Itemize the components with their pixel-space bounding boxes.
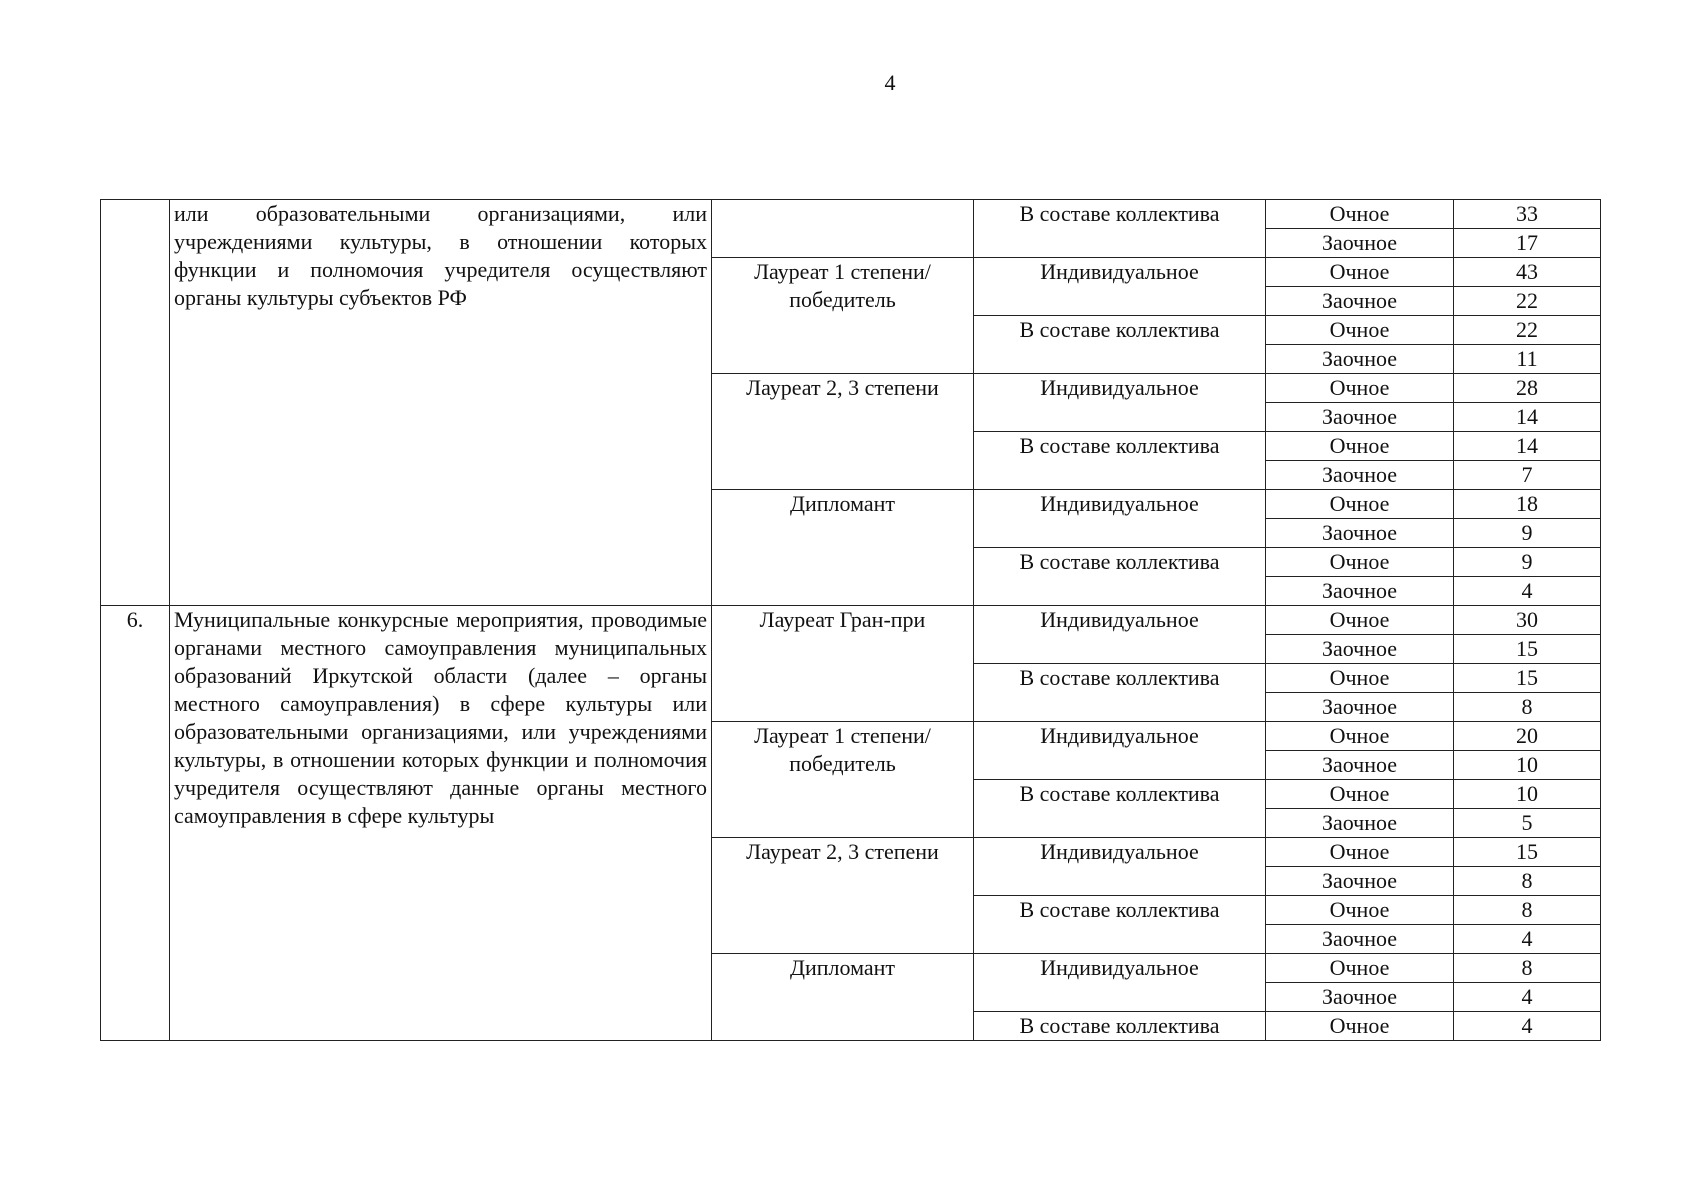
participation-form: Очное (1266, 838, 1454, 867)
participation-type: Индивидуальное (974, 258, 1266, 316)
points-value: 9 (1454, 519, 1601, 548)
section-description: Муниципальные конкурсные мероприятия, проводимые органами местного самоуправления муниципальных образований Иркутской области (далее – органы местного самоуправления) в сфере культуры или образовательными организациями, или учреждениями культуры, в отношении которых функции и полномочия учредителя осуществляют данные органы местного самоуправления в сфере культуры (170, 606, 712, 1041)
points-value: 28 (1454, 374, 1601, 403)
points-value: 17 (1454, 229, 1601, 258)
points-value: 10 (1454, 751, 1601, 780)
points-value: 30 (1454, 606, 1601, 635)
points-value: 22 (1454, 287, 1601, 316)
participation-type: В составе коллектива (974, 432, 1266, 490)
participation-form: Заочное (1266, 345, 1454, 374)
participation-form: Заочное (1266, 751, 1454, 780)
points-value: 43 (1454, 258, 1601, 287)
participation-form: Очное (1266, 316, 1454, 345)
participation-form: Очное (1266, 490, 1454, 519)
participation-form: Заочное (1266, 461, 1454, 490)
award-level: Дипломант (712, 490, 974, 606)
points-value: 33 (1454, 200, 1601, 229)
participation-form: Очное (1266, 722, 1454, 751)
participation-form: Заочное (1266, 635, 1454, 664)
points-value: 15 (1454, 664, 1601, 693)
points-value: 4 (1454, 983, 1601, 1012)
points-value: 9 (1454, 548, 1601, 577)
participation-form: Очное (1266, 432, 1454, 461)
section-number: 6. (101, 606, 170, 1041)
award-level: Лауреат 1 степени/ победитель (712, 258, 974, 374)
points-value: 11 (1454, 345, 1601, 374)
points-value: 4 (1454, 577, 1601, 606)
participation-form: Очное (1266, 200, 1454, 229)
points-value: 10 (1454, 780, 1601, 809)
participation-form: Заочное (1266, 229, 1454, 258)
award-level: Лауреат 2, 3 степени (712, 838, 974, 954)
points-value: 4 (1454, 925, 1601, 954)
points-table (100, 199, 1601, 1041)
participation-form: Заочное (1266, 519, 1454, 548)
points-value: 18 (1454, 490, 1601, 519)
award-level: Лауреат 2, 3 степени (712, 374, 974, 490)
participation-type: Индивидуальное (974, 722, 1266, 780)
participation-type: В составе коллектива (974, 664, 1266, 722)
points-value: 15 (1454, 635, 1601, 664)
participation-type: Индивидуальное (974, 838, 1266, 896)
participation-type: В составе коллектива (974, 896, 1266, 954)
page-number: 4 (884, 70, 896, 95)
participation-form: Заочное (1266, 809, 1454, 838)
participation-type: Индивидуальное (974, 490, 1266, 548)
award-level: Дипломант (712, 954, 974, 1041)
points-value: 4 (1454, 1012, 1601, 1041)
participation-form: Очное (1266, 258, 1454, 287)
participation-type: Индивидуальное (974, 954, 1266, 1012)
points-value: 5 (1454, 809, 1601, 838)
points-value: 14 (1454, 432, 1601, 461)
table-row (101, 606, 1601, 635)
participation-form: Очное (1266, 548, 1454, 577)
participation-type: Индивидуальное (974, 606, 1266, 664)
points-value: 8 (1454, 954, 1601, 983)
participation-form: Очное (1266, 606, 1454, 635)
points-value: 8 (1454, 896, 1601, 925)
points-value: 8 (1454, 693, 1601, 722)
participation-form: Заочное (1266, 693, 1454, 722)
participation-form: Заочное (1266, 867, 1454, 896)
table-row (101, 200, 1601, 229)
participation-type: Индивидуальное (974, 374, 1266, 432)
participation-form: Заочное (1266, 403, 1454, 432)
points-value: 14 (1454, 403, 1601, 432)
participation-form: Очное (1266, 664, 1454, 693)
participation-form: Очное (1266, 374, 1454, 403)
participation-form: Очное (1266, 780, 1454, 809)
section-description: или образовательными организациями, или учреждениями культуры, в отношении которых функции и полномочия учредителя осуществляют органы культуры субъектов РФ (170, 200, 712, 606)
participation-type: В составе коллектива (974, 316, 1266, 374)
participation-type: В составе коллектива (974, 1012, 1266, 1041)
points-value: 15 (1454, 838, 1601, 867)
section-number (101, 200, 170, 606)
points-value: 20 (1454, 722, 1601, 751)
participation-type: В составе коллектива (974, 780, 1266, 838)
participation-form: Очное (1266, 1012, 1454, 1041)
participation-form: Очное (1266, 954, 1454, 983)
award-level: Лауреат 1 степени/ победитель (712, 722, 974, 838)
participation-type: В составе коллектива (974, 548, 1266, 606)
participation-form: Заочное (1266, 983, 1454, 1012)
participation-form: Очное (1266, 896, 1454, 925)
points-value: 22 (1454, 316, 1601, 345)
participation-type: В составе коллектива (974, 200, 1266, 258)
participation-form: Заочное (1266, 577, 1454, 606)
award-level: Лауреат Гран-при (712, 606, 974, 722)
participation-form: Заочное (1266, 925, 1454, 954)
points-value: 8 (1454, 867, 1601, 896)
points-value: 7 (1454, 461, 1601, 490)
participation-form: Заочное (1266, 287, 1454, 316)
award-level (712, 200, 974, 258)
